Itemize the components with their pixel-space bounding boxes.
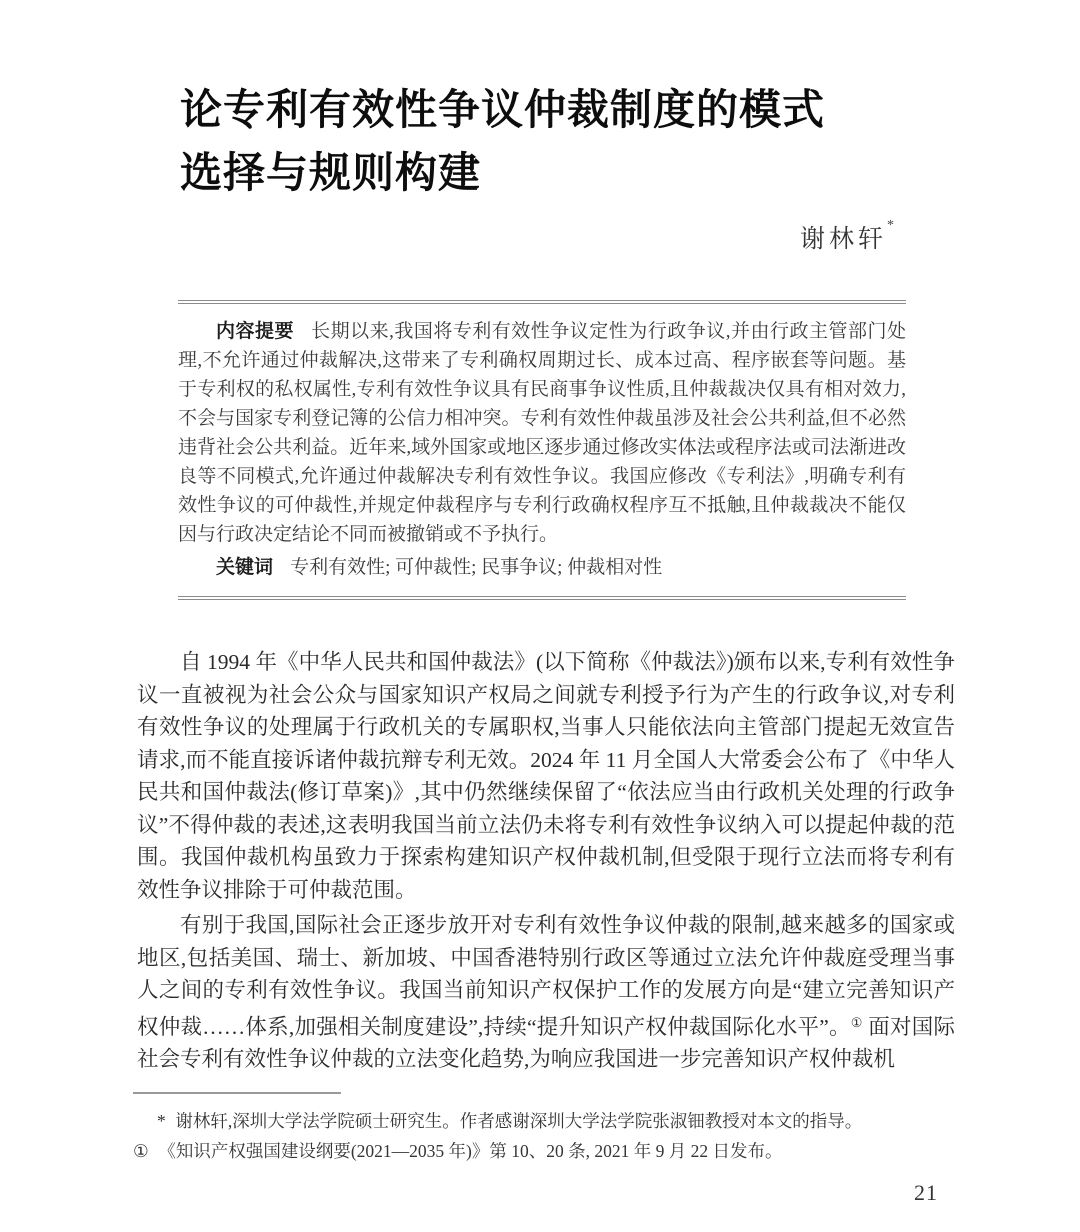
article-body <box>137 646 955 1079</box>
author-name: 谢林轩 <box>799 226 887 253</box>
paper-title-line2: 选择与规则构建 <box>180 151 482 198</box>
footnote-reference-1: ① <box>850 1014 863 1030</box>
body-paragraph-1 <box>137 646 955 906</box>
body-paragraph-2 <box>137 909 955 1076</box>
abstract-box <box>178 300 906 600</box>
footnote-1-text: 《知识产权强国建设纲要(2021—2035 年)》第 10、20 条, 2021 年 9 月 22 日发布。 <box>158 1141 783 1161</box>
paper-title-line1: 论专利有效性争议仲裁制度的模式 <box>180 88 826 135</box>
footnote-separator-rule <box>133 1092 341 1094</box>
paper-title <box>180 80 940 206</box>
body-paragraph-2-text: 有别于我国,国际社会正逐步放开对专利有效性争议仲裁的限制,越来越多的国家或地区,包括美国、瑞士、新加坡、中国香港特别行政区等通过立法允许仲裁庭受理当事人之间的专利有效性争议。我国当前知识产权保护工作的发展方向是“建立完善知识产权仲裁……体系,加强相关制度建设”,持续“提升知识产权仲裁国际化水平”。 <box>137 913 955 1039</box>
abstract-paragraph <box>178 317 906 549</box>
footnote-1 <box>133 1136 963 1166</box>
keywords-text: 专利有效性; 可仲裁性; 民事争议; 仲裁相对性 <box>290 557 663 578</box>
page-number: 21 <box>914 1180 938 1205</box>
footnote-author-text: 谢林轩,深圳大学法学院硕士研究生。作者感谢深圳大学法学院张淑钿教授对本文的指导。 <box>175 1111 863 1131</box>
footnotes-section <box>133 1092 963 1166</box>
footnote-author-marker: * <box>157 1111 166 1131</box>
body-paragraph-1-text: 自 1994 年《中华人民共和国仲裁法》(以下简称《仲裁法》)颁布以来,专利有效性争议一直被视为社会公众与国家知识产权局之间就专利授予行为产生的行政争议,对专利有效性争议的处理属于行政机关的专属职权,当事人只能依法向主管部门提起无效宣告请求,而不能直接诉诸仲裁抗辩专利无效。2024 年 11 月全国人大常委会公布了《中华人民共和国仲裁法(修订草案)》,其中仍然继续保留了“依法应当由行政机关处理的行政争议”不得仲裁的表述,这表明我国当前立法仍未将专利有效性争议纳入可以提起仲裁的范围。我国仲裁机构虽致力于探索构建知识产权仲裁机制,但受限于现行立法而将专利有效性争议排除于可仲裁范围。 <box>137 650 955 902</box>
abstract-text: 长期以来,我国将专利有效性争议定性为行政争议,并由行政主管部门处理,不允许通过仲裁解决,这带来了专利确权周期过长、成本过高、程序嵌套等问题。基于专利权的私权属性,专利有效性争议具有民商事争议性质,且仲裁裁决仅具有相对效力,不会与国家专利登记簿的公信力相冲突。专利有效性仲裁虽涉及社会公共利益,但不必然违背社会公共利益。近年来,域外国家或地区逐步通过修改实体法或程序法或司法渐进改良等不同模式,允许通过仲裁解决专利有效性争议。我国应修改《专利法》,明确专利有效性争议的可仲裁性,并规定仲裁程序与专利行政确权程序互不抵触,且仲裁裁决不能仅因与行政决定结论不同而被撤销或不予执行。 <box>178 321 906 545</box>
footnote-author <box>133 1106 963 1136</box>
author-footnote-marker: * <box>887 218 894 233</box>
keywords-paragraph <box>178 553 906 582</box>
author-line <box>800 218 894 255</box>
abstract-label: 内容提要 <box>216 321 294 342</box>
keywords-label: 关键词 <box>216 557 274 578</box>
footnote-1-marker: ① <box>133 1141 149 1161</box>
body-paragraph-2-continuation: 面对国际社会专利有效性争议仲裁的立法变化趋势,为响应我国进一步完善知识产权仲裁机 <box>137 1014 955 1071</box>
